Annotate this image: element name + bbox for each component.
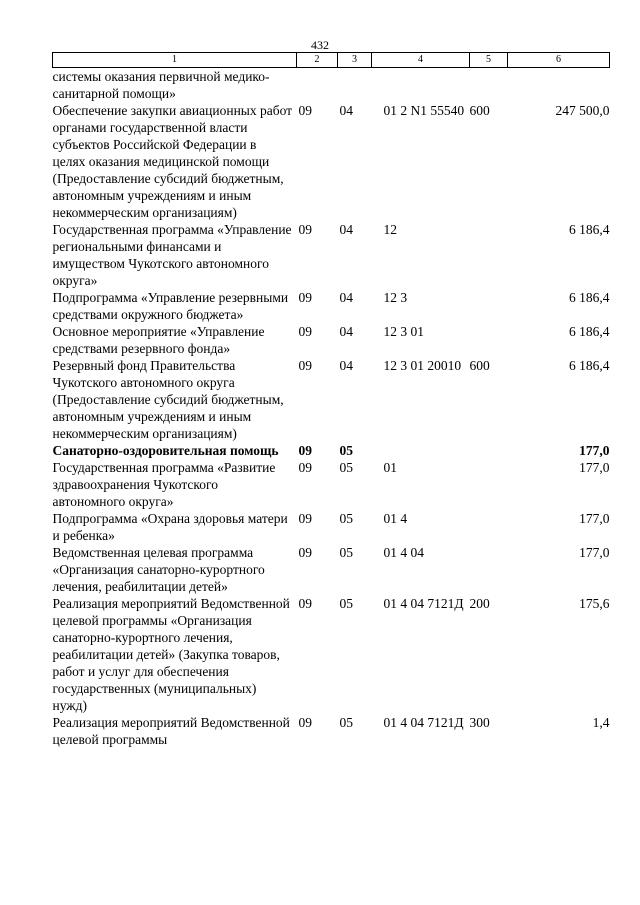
row-subsection-cell: 05 <box>339 596 353 611</box>
budget-table <box>52 52 610 748</box>
row-target-article-cell: 01 2 N1 55540 <box>383 103 465 118</box>
row-name-cell: Основное мероприятие «Управление средствами резервного фонда» <box>52 324 265 356</box>
row-amount-cell: 1,4 <box>592 715 610 730</box>
row-section-cell: 09 <box>298 596 312 611</box>
row-amount-cell: 177,0 <box>579 545 610 560</box>
table-row <box>53 68 610 103</box>
row-subsection-cell: 05 <box>339 545 353 560</box>
row-subsection-cell: 04 <box>339 103 353 118</box>
row-subsection-cell: 05 <box>339 511 353 526</box>
row-section-cell: 09 <box>298 443 312 458</box>
row-target-article-cell: 01 4 <box>383 511 408 526</box>
table-row <box>53 714 610 748</box>
row-expense-type-cell <box>470 544 508 595</box>
row-subsection-cell: 05 <box>339 715 353 730</box>
row-expense-type-cell <box>470 221 508 289</box>
row-subsection-cell: 05 <box>339 443 353 458</box>
table-row <box>53 323 610 357</box>
row-target-article-cell: 12 3 01 20010 <box>383 358 462 373</box>
row-target-article-cell: 01 4 04 <box>383 545 424 560</box>
row-target-article-cell <box>372 442 470 459</box>
column-header-2: 2 <box>297 53 338 68</box>
row-section-cell: 09 <box>298 222 312 237</box>
row-amount-cell <box>508 68 610 103</box>
row-section-cell <box>297 68 338 103</box>
row-section-cell: 09 <box>298 545 312 560</box>
row-section-cell: 09 <box>298 103 312 118</box>
row-target-article-cell <box>372 68 470 103</box>
table-row <box>53 510 610 544</box>
row-name-cell: Реализация мероприятий Ведомственной целевой программы «Организация санаторно-курортного лечения, реабилитации детей» (Закупка товаров, работ и услуг для обеспечения государственных (муниципальных) нужд) <box>52 596 290 713</box>
row-amount-cell: 177,0 <box>579 460 610 475</box>
row-amount-cell: 177,0 <box>579 511 610 526</box>
column-header-4: 4 <box>372 53 470 68</box>
row-target-article-cell: 01 <box>383 460 397 475</box>
column-header-5: 5 <box>470 53 508 68</box>
row-target-article-cell: 12 3 01 <box>383 324 424 339</box>
table-row <box>53 459 610 510</box>
table-row <box>53 442 610 459</box>
table-header <box>53 53 610 68</box>
row-name-cell: Реализация мероприятий Ведомственной целевой программы <box>52 715 290 747</box>
page-number: 432 <box>311 38 329 52</box>
row-name-cell: Санаторно-оздоровительная помощь <box>52 443 279 458</box>
row-subsection-cell <box>338 68 372 103</box>
table-row <box>53 357 610 442</box>
row-expense-type-cell <box>470 459 508 510</box>
column-header-6: 6 <box>508 53 610 68</box>
table-body <box>53 68 610 749</box>
row-subsection-cell: 05 <box>339 460 353 475</box>
row-name-cell: Обеспечение закупки авиационных работ органами государственной власти субъектов Российской Федерации в целях оказания медицинской помощи (Предоставление субсидий бюджетным, автономным учреждениям и иным некоммерческим организациям) <box>52 103 293 220</box>
row-name-cell: Ведомственная целевая программа «Организация санаторно-курортного лечения, реабилитации детей» <box>52 545 265 594</box>
row-subsection-cell: 04 <box>339 358 353 373</box>
row-subsection-cell: 04 <box>339 324 353 339</box>
row-section-cell: 09 <box>298 715 312 730</box>
row-name-cell: Государственная программа «Развитие здравоохранения Чукотского автономного округа» <box>52 460 276 509</box>
row-amount-cell: 175,6 <box>579 596 610 611</box>
row-amount-cell: 6 186,4 <box>569 290 610 305</box>
row-amount-cell: 177,0 <box>579 443 610 458</box>
row-amount-cell: 247 500,0 <box>555 103 610 118</box>
row-amount-cell: 6 186,4 <box>569 358 610 373</box>
column-header-1: 1 <box>53 53 297 68</box>
row-section-cell: 09 <box>298 511 312 526</box>
row-expense-type-cell: 300 <box>469 715 490 730</box>
row-name-cell: Подпрограмма «Управление резервными средствами окружного бюджета» <box>52 290 289 322</box>
row-expense-type-cell: 600 <box>469 358 490 373</box>
row-expense-type-cell <box>470 510 508 544</box>
row-subsection-cell: 04 <box>339 222 353 237</box>
row-expense-type-cell: 600 <box>469 103 490 118</box>
row-expense-type-cell <box>470 442 508 459</box>
table-row <box>53 221 610 289</box>
row-subsection-cell: 04 <box>339 290 353 305</box>
column-header-3: 3 <box>338 53 372 68</box>
row-section-cell: 09 <box>298 358 312 373</box>
row-section-cell: 09 <box>298 460 312 475</box>
row-target-article-cell: 01 4 04 7121Д <box>383 715 464 730</box>
row-name-cell: Государственная программа «Управление региональными финансами и имуществом Чукотского автономного округа» <box>52 222 292 288</box>
table-row <box>53 102 610 221</box>
row-target-article-cell: 12 <box>383 222 397 237</box>
table-row <box>53 544 610 595</box>
row-name-cell: Подпрограмма «Охрана здоровья матери и ребенка» <box>52 511 288 543</box>
row-name-cell: Резервный фонд Правительства Чукотского автономного округа (Предоставление субсидий бюджетным, автономным учреждениям и иным некоммерческим организациям) <box>52 358 284 441</box>
row-target-article-cell: 12 3 <box>383 290 408 305</box>
row-amount-cell: 6 186,4 <box>569 324 610 339</box>
table-row <box>53 289 610 323</box>
row-expense-type-cell: 200 <box>469 596 490 611</box>
row-expense-type-cell <box>470 323 508 357</box>
row-section-cell: 09 <box>298 324 312 339</box>
row-expense-type-cell <box>470 289 508 323</box>
row-target-article-cell: 01 4 04 7121Д <box>383 596 464 611</box>
row-name-cell: системы оказания первичной медико-санитарной помощи» <box>52 69 270 101</box>
table-row <box>53 595 610 714</box>
row-amount-cell: 6 186,4 <box>569 222 610 237</box>
row-expense-type-cell <box>470 68 508 103</box>
row-section-cell: 09 <box>298 290 312 305</box>
